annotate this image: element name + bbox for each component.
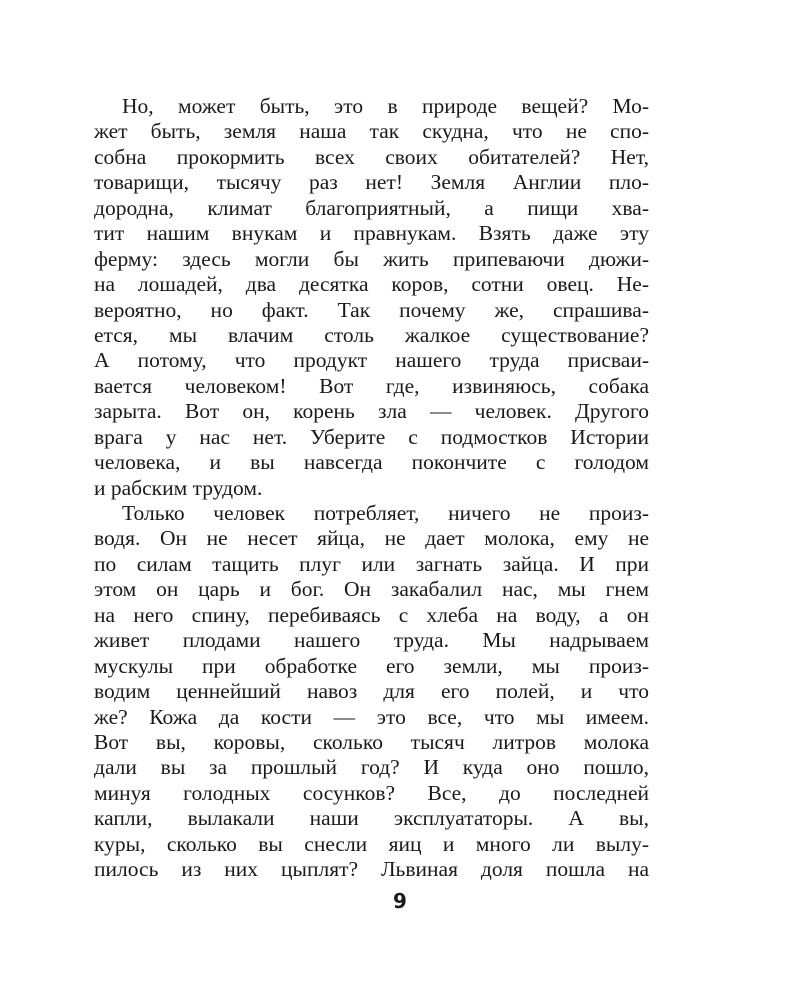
text-line: капли, вылакали наши эксплуататоры. А вы,: [94, 806, 649, 831]
text-line: пилось из них цыплят? Львиная доля пошла на: [94, 857, 649, 882]
text-line: водим ценнейший навоз для его полей, и что: [94, 679, 649, 704]
text-line: куры, сколько вы снесли яиц и много ли вылу-: [94, 831, 649, 856]
text-line: Но, может быть, это в природе вещей? Мо-: [122, 94, 649, 118]
text-line: водя. Он не несет яйца, не дает молока, ему не: [94, 526, 649, 551]
page-number: 9: [393, 889, 407, 913]
text-line: человека, и вы навсегда покончите с голодом: [94, 450, 649, 475]
text-line: ферму: здесь могли бы жить припеваючи дюжи-: [94, 246, 649, 271]
text-line: мускулы при обработке его земли, мы произ-: [94, 653, 649, 678]
text-line: вероятно, но факт. Так почему же, спрашива-: [94, 297, 649, 322]
text-line: врага у нас нет. Уберите с подмостков Истории: [94, 424, 649, 449]
text-line: тит нашим внукам и правнукам. Взять даже эту: [94, 221, 649, 246]
text-line: же? Кожа да кости — это все, что мы имеем.: [94, 704, 649, 729]
text-line: дородна, климат благоприятный, а пищи хва-: [94, 195, 649, 220]
body-text: [94, 94, 649, 883]
text-line: зарыта. Вот он, корень зла — человек. Другого: [94, 399, 649, 424]
text-line: минуя голодных сосунков? Все, до последней: [94, 780, 649, 805]
text-line: жет быть, земля наша так скудна, что не спо-: [94, 119, 649, 144]
text-line: собна прокормить всех своих обитателей? Нет,: [94, 144, 649, 169]
text-line: дали вы за прошлый год? И куда оно пошло,: [94, 755, 649, 780]
text-line: А потому, что продукт нашего труда присваи-: [94, 348, 649, 373]
text-line: Вот вы, коровы, сколько тысяч литров молока: [94, 729, 649, 754]
text-line: на него спину, перебиваясь с хлеба на воду, а он: [94, 602, 649, 627]
text-line: и рабским трудом.: [94, 475, 263, 500]
text-line: этом он царь и бог. Он закабалил нас, мы гнем: [94, 577, 649, 602]
text-line: ется, мы влачим столь жалкое существование?: [94, 322, 649, 347]
text-line: на лошадей, два десятка коров, сотни овец. Не-: [94, 272, 649, 297]
text-line: живет плодами нашего труда. Мы надрываем: [94, 628, 649, 653]
text-line: товарищи, тысячу раз нет! Земля Англии пло-: [94, 170, 649, 195]
text-line: Только человек потребляет, ничего не произ-: [122, 501, 649, 525]
text-line: вается человеком! Вот где, извиняюсь, собака: [94, 373, 649, 398]
text-line: по силам тащить плуг или загнать зайца. И при: [94, 551, 649, 576]
